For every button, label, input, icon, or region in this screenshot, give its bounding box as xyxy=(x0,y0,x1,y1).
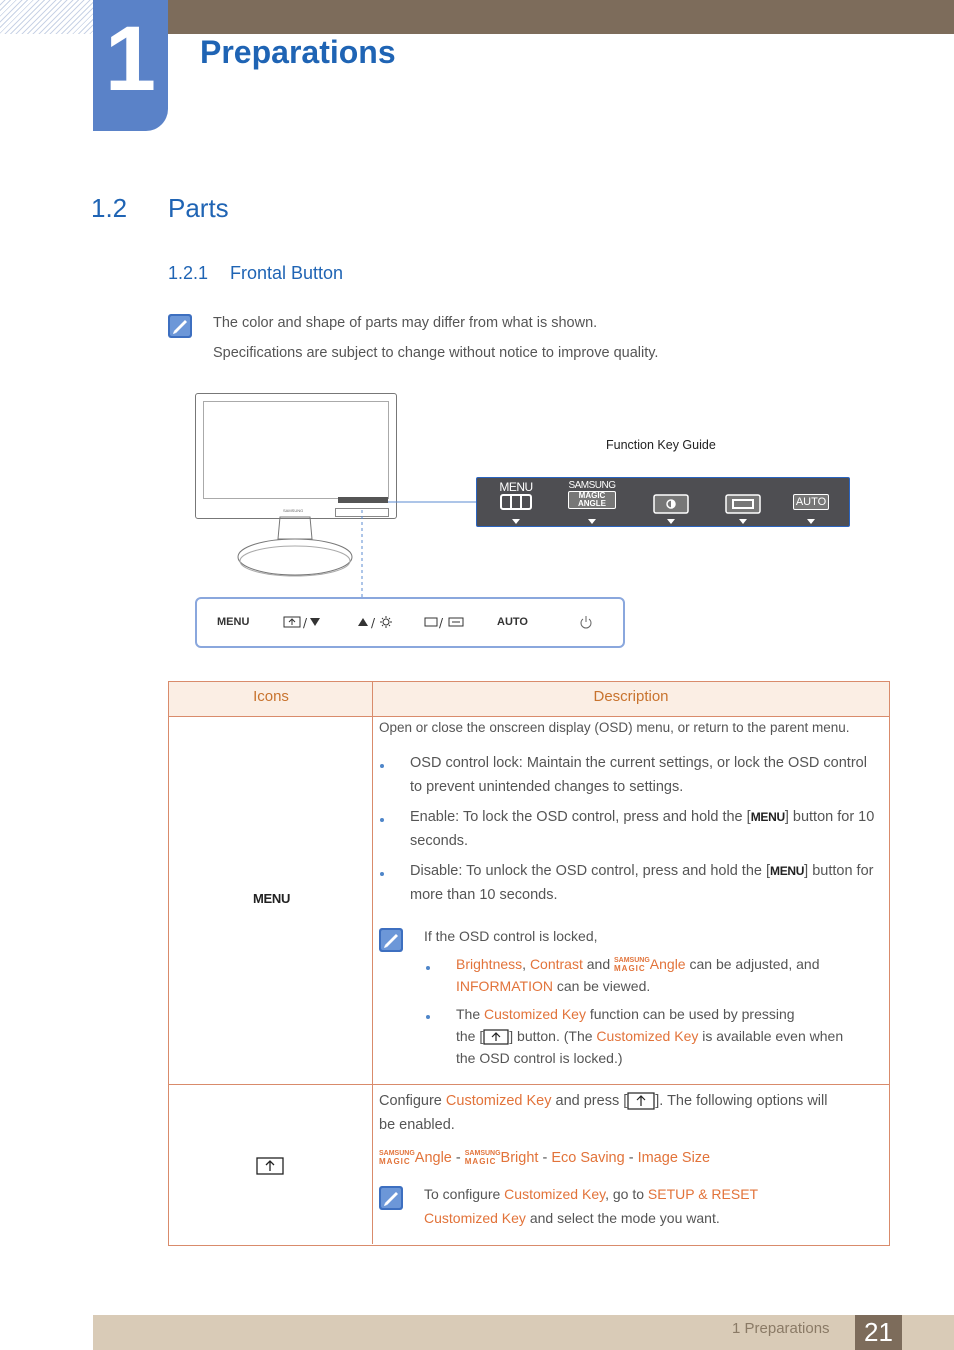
guide-key-menu: MENU xyxy=(497,478,535,526)
magic-logo: SAMSUNG MAGIC xyxy=(614,957,650,974)
svg-text:/: / xyxy=(303,616,308,629)
callout-lines xyxy=(360,498,480,600)
section-title: Parts xyxy=(168,193,229,223)
subsection-number: 1.2.1 xyxy=(168,263,209,283)
menu-icon xyxy=(500,494,532,510)
row1-bullet-3: Disable: To unlock the OSD control, press and hold the [MENU] button for more than 10 seconds. xyxy=(410,863,874,903)
chapter-number: 1 xyxy=(93,0,168,131)
magic-logo: SAMSUNG MAGIC xyxy=(379,1150,415,1167)
guide-key-brightness xyxy=(653,478,689,526)
header-bar xyxy=(168,0,954,34)
monitor-stand xyxy=(230,515,360,585)
row1-bullet-2: Enable: To lock the OSD control, press and hold the [MENU] button for 10 seconds. xyxy=(410,809,875,849)
power-icon[interactable] xyxy=(579,615,593,629)
row2-note: To configure Customized Key, go to SETUP & RESET Customized Key and select the mode you want. xyxy=(424,1186,759,1226)
row2-paragraph: Configure Customized Key and press [ ]. The following options will be enabled. xyxy=(379,1093,828,1133)
menu-key-icon: MENU xyxy=(253,891,291,906)
bullet xyxy=(426,966,430,970)
swap-icon xyxy=(725,494,761,514)
row1-intro: Open or close the onscreen display (OSD) menu, or return to the parent menu. xyxy=(379,720,850,735)
customized-key-icon xyxy=(627,1092,655,1110)
section-number: 1.2 xyxy=(91,193,128,223)
chapter-title: Preparations xyxy=(200,34,396,70)
function-key-guide-label: Function Key Guide xyxy=(606,438,716,452)
row1-bullet-1: OSD control lock: Maintain the current settings, or lock the OSD control to prevent unintended changes to settings. xyxy=(410,755,867,795)
magic-logo: SAMSUNG MAGIC xyxy=(464,1150,501,1167)
table-row-divider xyxy=(168,1084,889,1085)
monitor-screen xyxy=(203,401,389,499)
function-key-guide xyxy=(476,477,850,527)
button-menu[interactable]: MENU xyxy=(217,616,250,628)
menu-key-inline: MENU xyxy=(750,810,785,824)
source-enter-icon[interactable] xyxy=(423,615,465,629)
bullet xyxy=(380,818,384,822)
note-icon xyxy=(168,314,192,343)
guide-key-swap xyxy=(725,478,761,526)
bullet xyxy=(380,764,384,768)
customized-key-icon xyxy=(256,1157,284,1175)
note-text-2: Specifications are subject to change without notice to improve quality. xyxy=(213,345,659,361)
svg-text:/: / xyxy=(371,616,376,629)
guide-key-magic-angle: SAMSUNG MAGIC ANGLE xyxy=(567,478,617,526)
row1-note-bullet-2: The Customized Key function can be used by pressing the [ ] button. (The Customized Key is available even when the OSD control is locked.) xyxy=(456,1006,844,1066)
footer-label: 1 Preparations xyxy=(732,1320,830,1337)
bullet xyxy=(426,1015,430,1019)
monitor-brand: SAMSUNG xyxy=(283,508,304,513)
bullet xyxy=(380,872,384,876)
header-hatch xyxy=(0,0,93,34)
svg-text:/: / xyxy=(439,616,444,629)
header-icons: Icons xyxy=(169,682,373,717)
subsection-title: Frontal Button xyxy=(230,263,344,283)
button-auto[interactable]: AUTO xyxy=(497,616,528,628)
note-icon xyxy=(379,928,403,957)
guide-key-auto: AUTO xyxy=(793,478,829,526)
page-number: 21 xyxy=(855,1315,902,1350)
row1-note-intro: If the OSD control is locked, xyxy=(424,928,598,944)
row2-options: SAMSUNG MAGIC Angle - SAMSUNG MAGIC Bright - Eco Saving - Image Size xyxy=(379,1150,711,1167)
table-column-divider xyxy=(372,681,373,1244)
menu-key-inline: MENU xyxy=(770,864,805,878)
brightness-icon xyxy=(653,494,689,514)
customized-key-down-icon[interactable] xyxy=(283,615,323,629)
frontal-button-bar xyxy=(195,597,625,648)
row1-note-bullet-1: Brightness, Contrast and SAMSUNG MAGIC Angle can be adjusted, and INFORMATION can be viewed. xyxy=(456,956,820,994)
header-description: Description xyxy=(373,682,889,717)
up-brightness-icon[interactable] xyxy=(357,615,397,629)
note-text-1: The color and shape of parts may differ from what is shown. xyxy=(213,315,598,331)
note-icon xyxy=(379,1186,403,1215)
customized-key-icon xyxy=(483,1029,509,1045)
